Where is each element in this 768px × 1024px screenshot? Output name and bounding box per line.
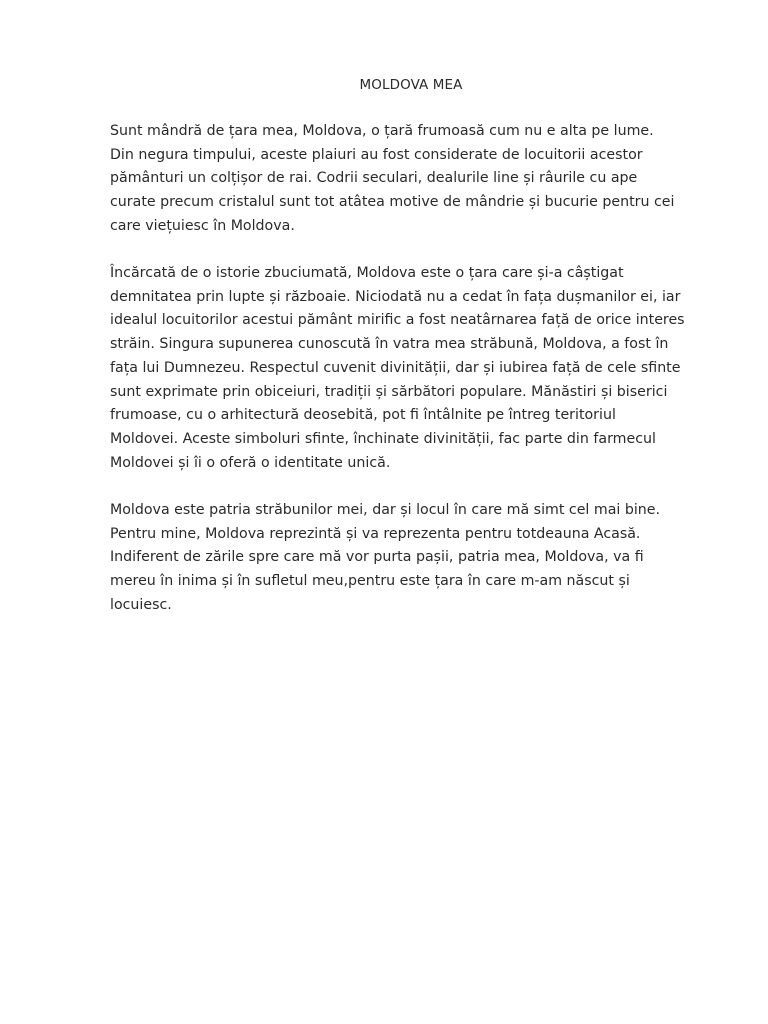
- paragraph-line: idealul locuitorilor acestui pământ mirific a fost neatârnarea față de orice interes: [110, 312, 685, 329]
- paragraph-line: străin. Singura supunerea cunoscută în vatra mea străbună, Moldova, a fost în: [110, 336, 669, 353]
- paragraph-line: pământuri un colțișor de rai. Codrii seculari, dealurile line și râurile cu ape: [110, 170, 638, 187]
- paragraph-line: Din negura timpului, aceste plaiuri au fost considerate de locuitorii acestor: [110, 146, 643, 163]
- paragraph-3: [110, 499, 720, 618]
- paragraph-line: fața lui Dumnezeu. Respectul cuvenit divinității, dar și iubirea față de cele sfinte: [110, 359, 681, 376]
- paragraph-line: curate precum cristalul sunt tot atâtea motive de mândrie și bucurie pentru cei: [110, 194, 675, 211]
- paragraph-line: Sunt mândră de țara mea, Moldova, o țară frumoasă cum nu e alta pe lume.: [110, 123, 654, 139]
- paragraph-line: locuiesc.: [110, 596, 172, 613]
- document-title: MOLDOVA MEA: [359, 77, 463, 93]
- paragraph-2: [110, 262, 720, 475]
- paragraph-line: frumoase, cu o arhitectură deosebită, pot fi întâlnite pe întreg teritoriul: [110, 407, 616, 424]
- paragraph-line: care viețuiesc în Moldova.: [110, 217, 295, 234]
- paragraph-line: Încărcată de o istorie zbuciumată, Moldova este o țara care și-a câștigat: [110, 265, 624, 281]
- paragraph-line: demnitatea prin lupte și războaie. Niciodată nu a cedat în fața dușmanilor ei, iar: [110, 288, 681, 305]
- paragraph-1: [110, 120, 720, 239]
- paragraph-line: Moldovei. Aceste simboluri sfinte, închinate divinității, fac parte din farmecul: [110, 430, 656, 447]
- paragraph-line: mereu în inima și în sufletul meu,pentru este țara în care m-am născut și: [110, 573, 630, 590]
- paragraph-line: sunt exprimate prin obiceiuri, tradiții și sărbători populare. Mănăstiri și biserici: [110, 383, 668, 400]
- paragraph-line: Moldova este patria străbunilor mei, dar și locul în care mă simt cel mai bine.: [110, 502, 661, 518]
- paragraph-line: Indiferent de zările spre care mă vor purta pașii, patria mea, Moldova, va fi: [110, 549, 644, 566]
- paragraph-line: Moldovei și îi o oferă o identitate unică.: [110, 454, 391, 471]
- paragraph-line: Pentru mine, Moldova reprezintă și va reprezenta pentru totdeauna Acasă.: [110, 525, 641, 542]
